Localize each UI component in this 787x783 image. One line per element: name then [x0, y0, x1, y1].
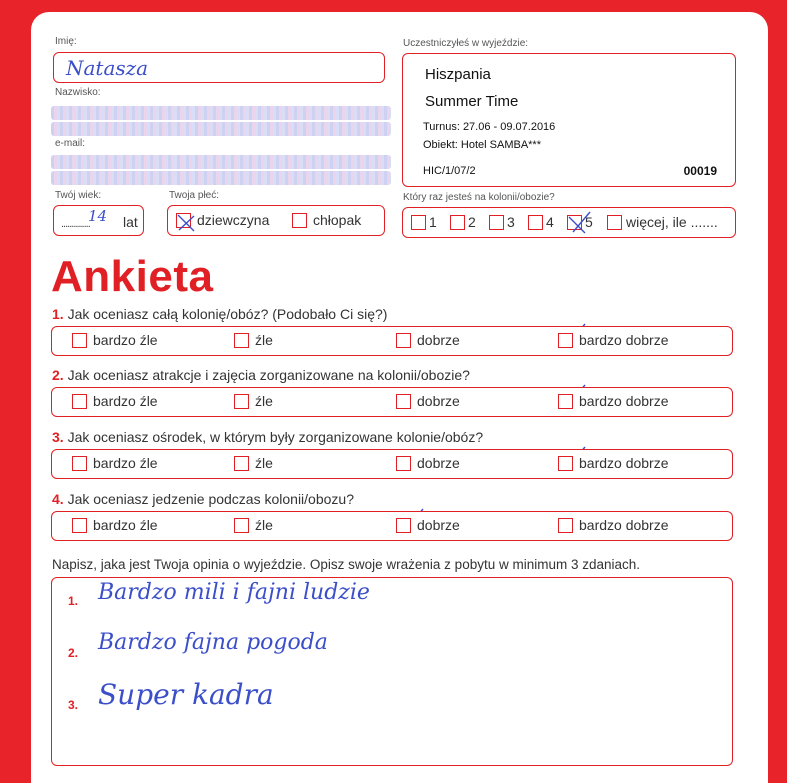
rating-option[interactable] — [396, 332, 460, 348]
redacted-surname — [51, 106, 391, 120]
trip-name: Summer Time — [425, 93, 519, 110]
rating-option[interactable] — [396, 517, 460, 533]
question-label: Jak oceniasz atrakcje i zajęcia zorganizowane na kolonii/obozie? — [67, 367, 470, 383]
trip-number: 00019 — [683, 164, 717, 178]
gender-option-girl[interactable] — [176, 212, 269, 228]
rating-option[interactable] — [72, 393, 158, 409]
rating-option[interactable] — [558, 393, 669, 409]
checkbox-boy[interactable] — [292, 213, 307, 228]
rating-checkbox[interactable] — [72, 456, 87, 471]
gender-label: Twoja płeć: — [169, 190, 220, 201]
rating-checkbox[interactable] — [72, 394, 87, 409]
question-number: 2. — [52, 367, 64, 383]
question-label: Jak oceniasz całą kolonię/obóz? (Podobało Ci się?) — [67, 306, 388, 322]
question-3-options — [51, 449, 733, 479]
rating-checkbox[interactable] — [234, 333, 249, 348]
redacted-surname-2 — [51, 122, 391, 136]
opinion-3-num: 3. — [68, 698, 79, 712]
question-number: 1. — [52, 306, 64, 322]
rating-label: dobrze — [417, 455, 460, 471]
opinion-2-num: 2. — [68, 646, 79, 660]
rating-label: dobrze — [417, 393, 460, 409]
question-4-text — [52, 491, 354, 507]
rating-checkbox[interactable] — [72, 518, 87, 533]
opinion-prompt: Napisz, jaka jest Twoja opinia o wyjeździe. Opisz swoje wrażenia z pobytu w minimum 3 zdaniach. — [52, 557, 641, 572]
gender-option-boy[interactable] — [292, 212, 361, 228]
gender-girl-label: dziewczyna — [197, 212, 270, 228]
age-unit: lat — [123, 214, 138, 230]
trip-turnus: Turnus: 27.06 - 09.07.2016 — [423, 121, 556, 133]
gender-field — [167, 205, 385, 236]
rating-label: bardzo dobrze — [579, 332, 669, 348]
rating-label: bardzo źle — [93, 332, 158, 348]
trip-code: HIC/1/07/2 — [423, 165, 476, 177]
opinion-1-num: 1. — [68, 594, 79, 608]
rating-option[interactable] — [234, 517, 273, 533]
survey-title: Ankieta — [51, 252, 214, 301]
rating-checkbox[interactable] — [558, 333, 573, 348]
rating-checkbox[interactable] — [234, 394, 249, 409]
question-4-options — [51, 511, 733, 541]
rating-checkbox[interactable] — [558, 456, 573, 471]
rating-option[interactable] — [558, 332, 669, 348]
trip-country: Hiszpania — [425, 66, 491, 83]
times-label: Który raz jesteś na kolonii/obozie? — [403, 192, 555, 203]
rating-option[interactable] — [558, 517, 669, 533]
rating-checkbox[interactable] — [396, 333, 411, 348]
rating-option[interactable] — [234, 332, 273, 348]
question-1-text — [52, 306, 387, 322]
rating-option[interactable] — [396, 393, 460, 409]
rating-label: bardzo dobrze — [579, 517, 669, 533]
rating-checkbox[interactable] — [72, 333, 87, 348]
rating-option[interactable] — [396, 455, 460, 471]
opinion-box[interactable] — [51, 577, 733, 766]
rating-option[interactable] — [72, 332, 158, 348]
email-label: e-mail: — [55, 138, 86, 149]
trip-label: Uczestniczyłeś w wyjeździe: — [403, 38, 529, 49]
rating-label: bardzo dobrze — [579, 455, 669, 471]
gender-boy-label: chłopak — [313, 212, 362, 228]
age-value: 14 — [88, 207, 108, 225]
age-field[interactable] — [53, 205, 144, 236]
redacted-email-2 — [51, 171, 391, 185]
rating-label: źle — [255, 517, 273, 533]
redacted-email — [51, 155, 391, 169]
rating-label: źle — [255, 332, 273, 348]
question-1-options — [51, 326, 733, 356]
question-3-text — [52, 429, 483, 445]
surname-label: Nazwisko: — [55, 87, 101, 98]
rating-label: bardzo źle — [93, 455, 158, 471]
rating-label: źle — [255, 455, 273, 471]
question-2-options — [51, 387, 733, 417]
rating-option[interactable] — [558, 455, 669, 471]
times-field — [402, 207, 736, 238]
rating-checkbox[interactable] — [396, 394, 411, 409]
rating-label: dobrze — [417, 517, 460, 533]
rating-checkbox[interactable] — [558, 518, 573, 533]
times-option-1[interactable]: 1 — [411, 214, 437, 230]
rating-label: dobrze — [417, 332, 460, 348]
name-value: Natasza — [66, 56, 149, 80]
question-2-text — [52, 367, 470, 383]
rating-label: bardzo źle — [93, 517, 158, 533]
trip-box — [402, 53, 736, 187]
rating-checkbox[interactable] — [396, 518, 411, 533]
question-number: 4. — [52, 491, 64, 507]
trip-object: Obiekt: Hotel SAMBA*** — [423, 139, 541, 151]
rating-checkbox[interactable] — [558, 394, 573, 409]
name-field[interactable] — [53, 52, 385, 83]
opinion-2-text: Bardzo fajna pogoda — [98, 630, 328, 655]
question-label: Jak oceniasz ośrodek, w którym były zorganizowane kolonie/obóz? — [67, 429, 484, 445]
survey-sheet — [31, 12, 768, 783]
times-option-5[interactable]: 5 — [567, 214, 593, 230]
rating-label: źle — [255, 393, 273, 409]
opinion-1-text: Bardzo mili i fajni ludzie — [98, 580, 370, 605]
rating-checkbox[interactable] — [396, 456, 411, 471]
name-label: Imię: — [55, 36, 77, 47]
times-option-3[interactable]: 3 — [489, 214, 515, 230]
times-option-more[interactable]: więcej, ile ....... — [607, 214, 718, 230]
rating-option[interactable] — [234, 455, 273, 471]
rating-option[interactable] — [234, 393, 273, 409]
age-dots: .............. — [61, 218, 90, 230]
times-option-2[interactable]: 2 — [450, 214, 476, 230]
question-label: Jak oceniasz jedzenie podczas kolonii/obozu? — [67, 491, 354, 507]
rating-option[interactable] — [72, 455, 158, 471]
age-label: Twój wiek: — [55, 190, 102, 201]
rating-label: bardzo źle — [93, 393, 158, 409]
rating-checkbox[interactable] — [234, 456, 249, 471]
question-number: 3. — [52, 429, 64, 445]
times-option-4[interactable]: 4 — [528, 214, 554, 230]
rating-label: bardzo dobrze — [579, 393, 669, 409]
rating-option[interactable] — [72, 517, 158, 533]
rating-checkbox[interactable] — [234, 518, 249, 533]
checkbox-girl[interactable] — [176, 213, 191, 228]
opinion-3-text: Super kadra — [98, 678, 274, 711]
